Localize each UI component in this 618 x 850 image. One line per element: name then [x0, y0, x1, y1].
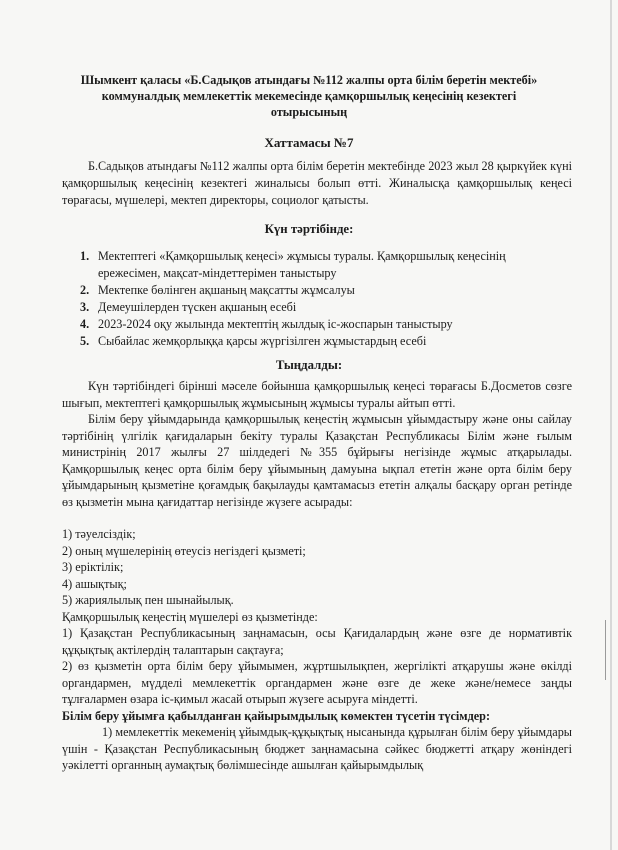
intro-text: Б.Садықов атындағы №112 жалпы орта білім беретін мектебінде 2023 жыл 28 қыркүйек күні қамқоршылық кеңесінің кезектегі жиналысы болып өтті. Жиналысқа қамқоршылық кеңесі төрағасы, мүшелері, мектеп директоры, социолог қатысты.	[62, 159, 572, 207]
agenda-item-number: 1.	[80, 249, 90, 263]
charity-heading: Білім беру ұйымға қабылданған қайырымдылық көмектен түсетін түсімдер:	[62, 708, 491, 723]
member-duty-item: 2) өз қызметін орта білім беру ұйымымен, жұртшылықпен, жергілікті атқарушы және өкілді органдармен, мүдделі мемлекеттік органдармен және өзге де жеке және/немесе заңды тұлғалармен өзара іс-қимыл жасай отырып жүзеге асыруға міндетті.	[62, 659, 572, 706]
agenda-item	[80, 282, 570, 299]
agenda-item-number: 4.	[80, 317, 90, 331]
listened-heading: Тыңдалды:	[275, 358, 343, 372]
principle-item: 1) тәуелсіздік;	[62, 527, 136, 541]
title-line-1: Шымкент қаласы «Б.Садықов атындағы №112 жалпы орта білім беретін мектебі»	[80, 73, 538, 87]
paragraph-1: Күн тәртібіндегі бірінші мәселе бойынша қамқоршылық кеңесі төрағасы Б.Досметов сөзге шығып, мектептегі қамқоршылық жұмысының жұмысы туралы айтып өтті.	[62, 379, 572, 410]
agenda-list	[80, 248, 570, 350]
agenda-item-number: 3.	[80, 300, 90, 314]
agenda-item-text: Демеушілерден түскен ақшаның есебі	[98, 300, 297, 314]
scan-edge-line	[610, 0, 612, 850]
paragraph-2: Білім беру ұйымдарында қамқоршылық кеңестің жұмысын ұйымдастыру және оны сайлау тәртібінің үлгілік қағидаларын бекіту туралы Қазақстан Республикасы Білім және ғылым министрінің 2017 жылғы 27 шілдедегі №355 бұйрығы негізінде жұмыс атқарылады. Қамқоршылық кеңес орта білім беру ұйымының дамуына ықпал ететін және орта білім беру ұйымдарының қызметіне қоғамдық бақылауды қамтамасыз ететін алқалы басқару орган ретінде өз қызметін мына қағидаттар негізінде жүзеге асырады:	[62, 412, 572, 509]
spacer	[62, 510, 572, 526]
member-duty-item: 1) Қазақстан Республикасының заңнамасын, осы Қағидалардың және өзге де нормативтік құқықтық актілердің талаптарын сақтауға;	[62, 626, 572, 657]
title-line-3: отырысының	[270, 105, 348, 119]
members-intro: Қамқоршылық кеңестің мүшелері өз қызметінде:	[62, 609, 318, 624]
principle-item: 4) ашықтық;	[62, 576, 127, 591]
agenda-item-text: Мектепке бөлінген ақшаның мақсатты жұмсалуы	[98, 283, 355, 297]
agenda-item	[80, 248, 570, 282]
intro-paragraph	[62, 158, 572, 209]
scan-edge-mark	[605, 620, 606, 680]
agenda-heading: Күн тәртібінде:	[264, 222, 354, 236]
principle-item: 5) жариялылық пен шынайылық.	[62, 593, 234, 607]
principle-item: 2) оның мүшелерінің өтеусіз негіздегі қызметі;	[62, 543, 306, 558]
agenda-item-text: Сыбайлас жемқорлыққа қарсы жүргізілген жұмыстардың есебі	[98, 334, 427, 348]
agenda-item-number: 5.	[80, 334, 90, 348]
charity-item: 1) мемлекеттік мекеменің ұйымдық-құқықтық нысанында құрылған білім беру ұйымдары үшін - Қазақстан Республикасының бюджет заңнамасына сәйкес бюджетті атқару жөніндегі уәкілетті органның аумақтық бөлімшесінде ашылған қайырымдылық	[62, 725, 572, 772]
agenda-item-number: 2.	[80, 283, 90, 297]
principle-item: 3) еріктілік;	[62, 560, 124, 574]
document-title	[60, 72, 558, 120]
agenda-item	[80, 333, 570, 350]
protocol-heading: Хаттамасы №7	[264, 135, 354, 150]
title-line-2: коммуналдық мемлекеттік мекемесінде қамқоршылық кеңесінің кезектегі	[101, 89, 517, 103]
agenda-item	[80, 299, 570, 316]
agenda-item	[80, 316, 570, 333]
agenda-item-text: Мектептегі «Қамқоршылық кеңесі» жұмысы туралы. Қамқоршылық кеңесінің ережесімен, мақсат-міндеттерімен таныстыру	[98, 249, 506, 280]
agenda-item-text: 2023-2024 оқу жылында мектептің жылдық іс-жоспарын таныстыру	[98, 317, 453, 331]
body-section	[62, 378, 572, 774]
